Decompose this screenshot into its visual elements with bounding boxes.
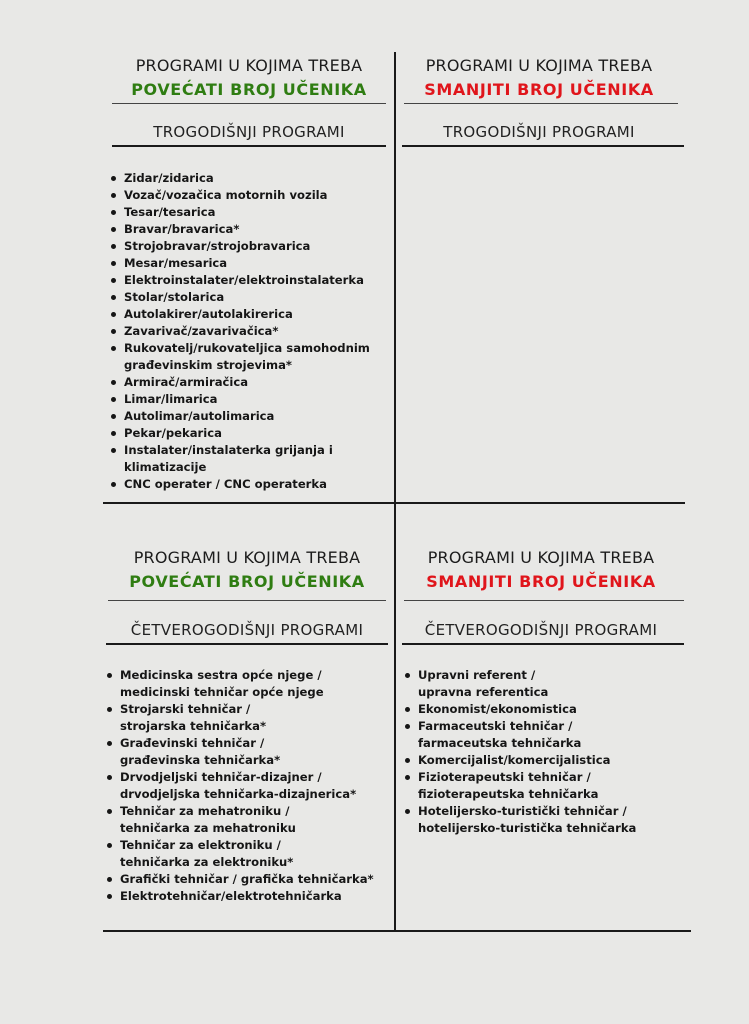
top-right-subheading: TROGODIŠNJI PROGRAMI bbox=[443, 123, 635, 141]
list-item-text: Vozač/vozačica motornih vozila bbox=[124, 188, 328, 202]
list-item-text: farmaceutska tehničarka bbox=[418, 736, 582, 750]
subheading-rule bbox=[402, 145, 684, 147]
list-item-text: Tehničar za elektroniku / bbox=[120, 838, 281, 852]
heading-line1: PROGRAMI U KOJIMA TREBA bbox=[427, 548, 655, 567]
list-item-text: Elektrotehničar/elektrotehničarka bbox=[120, 889, 342, 903]
list-item bbox=[110, 170, 390, 187]
list-item-text: Bravar/bravarica* bbox=[124, 222, 240, 236]
list-item-text: Farmaceutski tehničar / bbox=[418, 719, 573, 733]
top-left-heading bbox=[110, 56, 388, 99]
list-item bbox=[106, 888, 394, 905]
list-item-text: Zidar/zidarica bbox=[124, 171, 214, 185]
heading-line1: PROGRAMI U KOJIMA TREBA bbox=[135, 56, 363, 75]
heading-increase: POVEĆATI BROJ UČENIKA bbox=[131, 80, 367, 99]
list-item bbox=[106, 871, 394, 888]
list-item-text: Komercijalist/komercijalistica bbox=[418, 753, 611, 767]
list-item-text: Limar/limarica bbox=[124, 392, 218, 406]
list-item-text: Strojobravar/strojobravarica bbox=[124, 239, 311, 253]
list-item bbox=[106, 735, 394, 769]
list-item bbox=[404, 667, 688, 701]
center-divider bbox=[394, 52, 396, 932]
list-item-text: Autolimar/autolimarica bbox=[124, 409, 275, 423]
list-item-text: Tesar/tesarica bbox=[124, 205, 216, 219]
list-item-text: Pekar/pekarica bbox=[124, 426, 222, 440]
list-item bbox=[106, 769, 394, 803]
list-item bbox=[110, 374, 390, 391]
list-item-text: fizioterapeutska tehničarka bbox=[418, 787, 599, 801]
list-item bbox=[106, 667, 394, 701]
list-item-text: građevinskim strojevima* bbox=[124, 358, 292, 372]
list-item-text: Grafički tehničar / grafička tehničarka* bbox=[120, 872, 374, 886]
list-item-text: tehničarka za elektroniku* bbox=[120, 855, 294, 869]
list-item bbox=[110, 442, 390, 476]
list-item bbox=[404, 769, 688, 803]
bottom-left-program-list bbox=[106, 667, 394, 905]
top-left-program-list bbox=[110, 170, 390, 493]
heading-rule bbox=[404, 600, 684, 601]
heading-increase: POVEĆATI BROJ UČENIKA bbox=[129, 572, 365, 591]
list-item bbox=[110, 255, 390, 272]
list-item bbox=[106, 803, 394, 837]
list-item bbox=[110, 476, 390, 493]
list-item bbox=[106, 837, 394, 871]
heading-line1: PROGRAMI U KOJIMA TREBA bbox=[425, 56, 653, 75]
list-item bbox=[110, 340, 390, 374]
list-item-text: upravna referentica bbox=[418, 685, 549, 699]
list-item-text: Mesar/mesarica bbox=[124, 256, 228, 270]
list-item bbox=[404, 752, 688, 769]
list-item-text: Armirač/armiračica bbox=[124, 375, 249, 389]
list-item bbox=[404, 718, 688, 752]
list-item bbox=[110, 221, 390, 238]
list-item-text: Strojarski tehničar / bbox=[120, 702, 251, 716]
heading-decrease: SMANJITI BROJ UČENIKA bbox=[424, 80, 654, 99]
heading-line1: PROGRAMI U KOJIMA TREBA bbox=[133, 548, 361, 567]
bottom-right-heading bbox=[402, 548, 680, 591]
bottom-right-subheading: ČETVEROGODIŠNJI PROGRAMI bbox=[424, 621, 658, 639]
list-item-text: tehničarka za mehatroniku bbox=[120, 821, 296, 835]
middle-divider bbox=[103, 502, 685, 504]
list-item-text: medicinski tehničar opće njege bbox=[120, 685, 324, 699]
list-item bbox=[110, 187, 390, 204]
list-item-text: Rukovatelj/rukovateljica samohodnim bbox=[124, 341, 370, 355]
subheading-rule bbox=[402, 643, 684, 645]
list-item bbox=[110, 238, 390, 255]
list-item-text: Građevinski tehničar / bbox=[120, 736, 265, 750]
list-item-text: strojarska tehničarka* bbox=[120, 719, 267, 733]
heading-decrease: SMANJITI BROJ UČENIKA bbox=[426, 572, 656, 591]
list-item-text: klimatizacije bbox=[124, 460, 207, 474]
top-right-heading bbox=[400, 56, 678, 99]
list-item-text: Tehničar za mehatroniku / bbox=[120, 804, 290, 818]
list-item bbox=[110, 289, 390, 306]
list-item-text: CNC operater / CNC operaterka bbox=[124, 477, 327, 491]
list-item bbox=[404, 803, 688, 837]
list-item-text: Zavarivač/zavarivačica* bbox=[124, 324, 279, 338]
list-item bbox=[110, 425, 390, 442]
subheading-rule bbox=[106, 643, 388, 645]
subheading-rule bbox=[112, 145, 386, 147]
list-item-text: građevinska tehničarka* bbox=[120, 753, 281, 767]
list-item-text: hotelijersko-turistička tehničarka bbox=[418, 821, 637, 835]
bottom-left-heading bbox=[108, 548, 386, 591]
top-left-subheading: TROGODIŠNJI PROGRAMI bbox=[153, 123, 345, 141]
bottom-right-program-list bbox=[404, 667, 688, 837]
heading-rule bbox=[112, 103, 386, 104]
list-item bbox=[110, 391, 390, 408]
list-item-text: Drvodjeljski tehničar-dizajner / bbox=[120, 770, 322, 784]
list-item bbox=[106, 701, 394, 735]
list-item-text: Autolakirer/autolakirerica bbox=[124, 307, 293, 321]
list-item bbox=[110, 408, 390, 425]
bottom-rule bbox=[103, 930, 691, 932]
list-item bbox=[110, 204, 390, 221]
heading-rule bbox=[108, 600, 386, 601]
list-item-text: Medicinska sestra opće njege / bbox=[120, 668, 322, 682]
list-item-text: Hotelijersko-turistički tehničar / bbox=[418, 804, 627, 818]
list-item-text: Elektroinstalater/elektroinstalaterka bbox=[124, 273, 364, 287]
list-item-text: Instalater/instalaterka grijanja i bbox=[124, 443, 333, 457]
list-item-text: drvodjeljska tehničarka-dizajnerica* bbox=[120, 787, 357, 801]
list-item-text: Stolar/stolarica bbox=[124, 290, 225, 304]
list-item-text: Fizioterapeutski tehničar / bbox=[418, 770, 591, 784]
list-item bbox=[404, 701, 688, 718]
list-item-text: Ekonomist/ekonomistica bbox=[418, 702, 577, 716]
list-item-text: Upravni referent / bbox=[418, 668, 536, 682]
list-item bbox=[110, 323, 390, 340]
bottom-left-subheading: ČETVEROGODIŠNJI PROGRAMI bbox=[130, 621, 364, 639]
list-item bbox=[110, 306, 390, 323]
heading-rule bbox=[404, 103, 678, 104]
list-item bbox=[110, 272, 390, 289]
